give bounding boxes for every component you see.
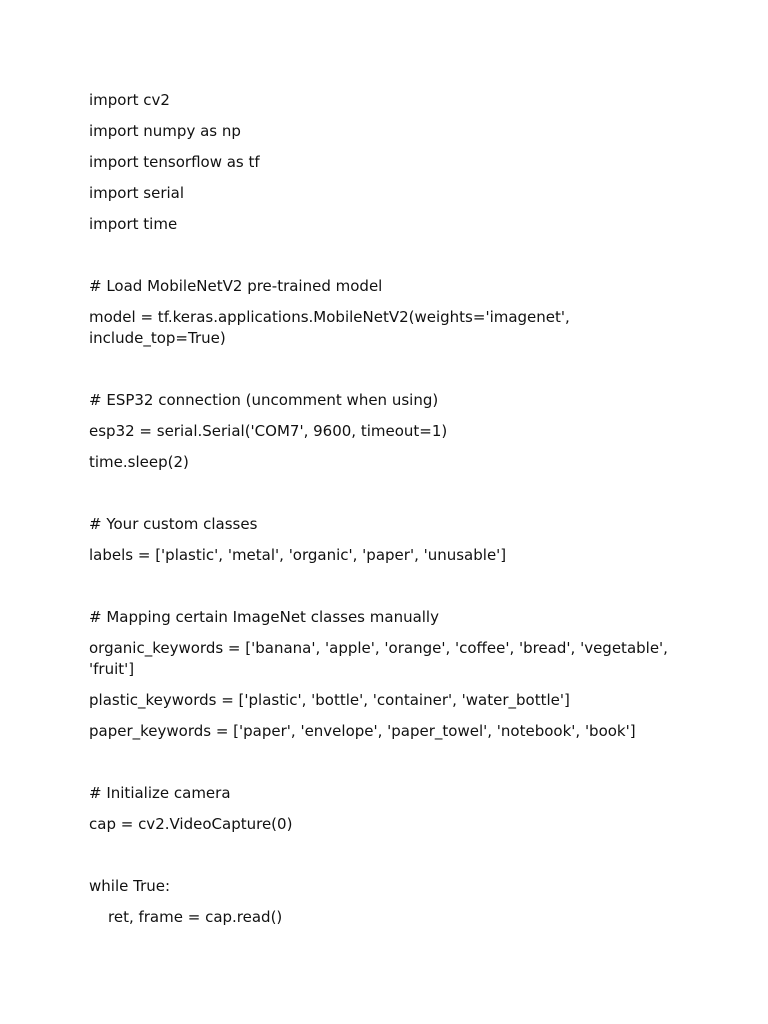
code-line: labels = ['plastic', 'metal', 'organic', 'paper', 'unusable'] [89,546,507,564]
code-line: plastic_keywords = ['plastic', 'bottle', 'container', 'water_bottle'] [89,691,570,709]
code-line: import cv2 [89,91,170,109]
code-line: paper_keywords = ['paper', 'envelope', 'paper_towel', 'notebook', 'book'] [89,722,636,740]
code-comment: # Initialize camera [89,784,231,802]
blank-line [89,245,689,266]
code-line: time.sleep(2) [89,453,189,471]
code-line: cap = cv2.VideoCapture(0) [89,815,293,833]
code-text-body [89,90,689,938]
code-line-indented: ret, frame = cap.read() [108,908,283,926]
code-line: organic_keywords = ['banana', 'apple', 'orange', 'coffee', 'bread', 'vegetable', 'fruit'] [89,639,673,678]
code-line: esp32 = serial.Serial('COM7', 9600, timeout=1) [89,422,448,440]
code-comment: # Your custom classes [89,515,258,533]
blank-line [89,359,689,380]
code-line: import serial [89,184,185,202]
code-line: import numpy as np [89,122,241,140]
code-line: model = tf.keras.applications.MobileNetV2(weights='imagenet', include_top=True) [89,308,575,347]
code-comment: # Mapping certain ImageNet classes manually [89,608,439,626]
blank-line [89,483,689,504]
blank-line [89,752,689,773]
code-line: import time [89,215,178,233]
code-comment: # Load MobileNetV2 pre-trained model [89,277,383,295]
code-comment: # ESP32 connection (uncomment when using) [89,391,439,409]
blank-line [89,845,689,866]
code-line: import tensorflow as tf [89,153,260,171]
blank-line [89,576,689,597]
code-line: while True: [89,877,171,895]
